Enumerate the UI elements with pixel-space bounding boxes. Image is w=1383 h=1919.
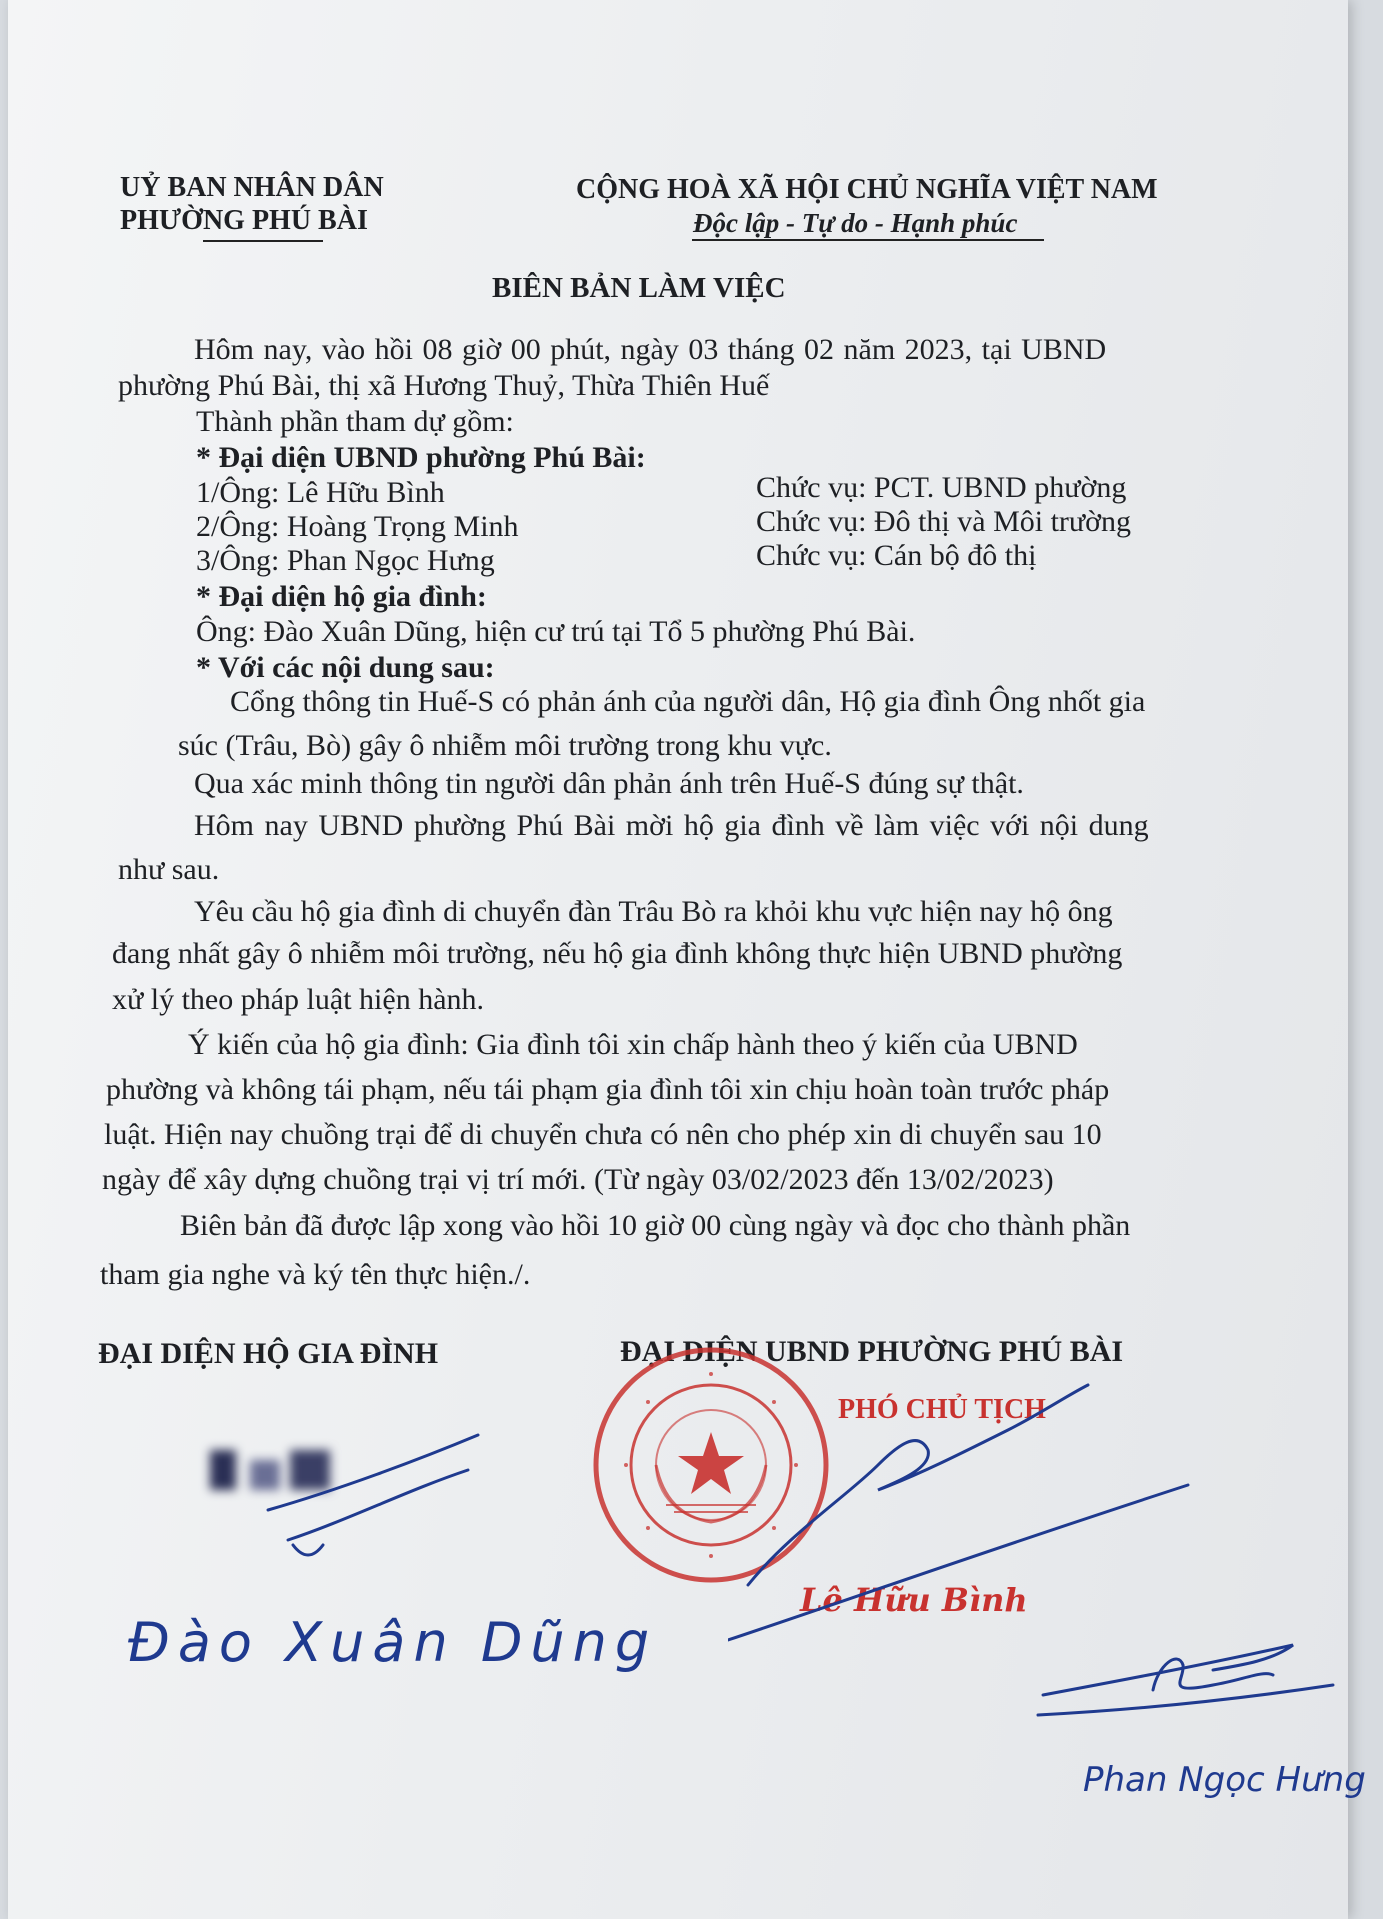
motto-underline: [692, 239, 1044, 241]
content-line: Hôm nay UBND phường Phú Bài mời hộ gia đình về làm việc với nội dung: [194, 809, 1149, 842]
content-line: Qua xác minh thông tin người dân phản ánh trên Huế-S đúng sự thật.: [194, 767, 1024, 800]
content-line: luật. Hiện nay chuồng trại để di chuyển chưa có nên cho phép xin di chuyển sau 10: [104, 1118, 1102, 1151]
household-text: Ông: Đào Xuân Dũng, hiện cư trú tại Tổ 5 phường Phú Bài.: [196, 615, 916, 648]
content-line: đang nhất gây ô nhiễm môi trường, nếu hộ gia đình không thực hiện UBND phường: [112, 937, 1123, 970]
household-heading: * Đại diện hộ gia đình:: [196, 580, 487, 613]
ubnd-signature-title: ĐẠI DIỆN UBND PHƯỜNG PHÚ BÀI: [620, 1335, 1124, 1368]
vice-chairman-name: Lê Hữu Bình: [800, 1581, 1028, 1619]
ubnd-heading: * Đại diện UBND phường Phú Bài:: [196, 441, 646, 474]
document-title: BIÊN BẢN LÀM VIỆC: [492, 272, 786, 304]
bottom-signature-icon: [1033, 1625, 1353, 1735]
content-line: ngày để xây dựng chuồng trại vị trí mới. (Từ ngày 03/02/2023 đến 13/02/2023): [102, 1163, 1054, 1196]
national-title: CỘNG HOÀ XÃ HỘI CHỦ NGHĨA VIỆT NAM: [576, 174, 1158, 205]
ubnd-signature-icon: [728, 1375, 1198, 1645]
content-line: phường và không tái phạm, nếu tái phạm gia đình tôi xin chịu hoàn toàn trước pháp: [106, 1073, 1110, 1106]
content-line: như sau.: [118, 853, 220, 886]
intro-line1: Hôm nay, vào hồi 08 giờ 00 phút, ngày 03 tháng 02 năm 2023, tại UBND: [194, 333, 1107, 366]
member-role: Chức vụ: Cán bộ đô thị: [756, 539, 1037, 572]
agency-underline: [203, 240, 323, 242]
document-page: [8, 0, 1366, 1919]
content-line: tham gia nghe và ký tên thực hiện./.: [100, 1258, 531, 1291]
agency-name-line1: UỶ BAN NHÂN DÂN: [120, 172, 384, 203]
content-heading: * Với các nội dung sau:: [196, 651, 495, 684]
intro-line2: phường Phú Bài, thị xã Hương Thuỷ, Thừa Thiên Huế: [118, 369, 770, 402]
agency-name-line2: PHƯỜNG PHÚ BÀI: [120, 205, 368, 236]
member-role: Chức vụ: Đô thị và Môi trường: [756, 505, 1132, 538]
content-line: Ý kiến của hộ gia đình: Gia đình tôi xin chấp hành theo ý kiến của UBND: [188, 1028, 1078, 1061]
content-line: súc (Trâu, Bò) gây ô nhiễm môi trường trong khu vực.: [178, 729, 832, 762]
handwritten-household-name: Đào Xuân Dũng: [128, 1611, 658, 1674]
content-line: Biên bản đã được lập xong vào hồi 10 giờ 00 cùng ngày và đọc cho thành phần: [180, 1209, 1131, 1242]
content-line: Yêu cầu hộ gia đình di chuyển đàn Trâu Bò ra khỏi khu vực hiện nay hộ ông: [194, 895, 1113, 928]
member-name: 2/Ông: Hoàng Trọng Minh: [196, 510, 519, 543]
content-line: xử lý theo pháp luật hiện hành.: [112, 983, 485, 1016]
handwritten-staff-name: Phan Ngọc Hưng: [1083, 1760, 1366, 1800]
household-signature-icon: [258, 1430, 488, 1570]
national-motto: Độc lập - Tự do - Hạnh phúc: [693, 208, 1018, 238]
member-name: 3/Ông: Phan Ngọc Hưng: [196, 544, 495, 577]
member-role: Chức vụ: PCT. UBND phường: [756, 471, 1127, 504]
member-name: 1/Ông: Lê Hữu Bình: [196, 476, 445, 509]
content-line: Cổng thông tin Huế-S có phản ánh của người dân, Hộ gia đình Ông nhốt gia: [230, 685, 1146, 718]
participants-label: Thành phần tham dự gồm:: [196, 405, 514, 438]
vice-chairman-title: PHÓ CHỦ TỊCH: [838, 1394, 1046, 1425]
household-signature-title: ĐẠI DIỆN HỘ GIA ĐÌNH: [98, 1337, 439, 1370]
